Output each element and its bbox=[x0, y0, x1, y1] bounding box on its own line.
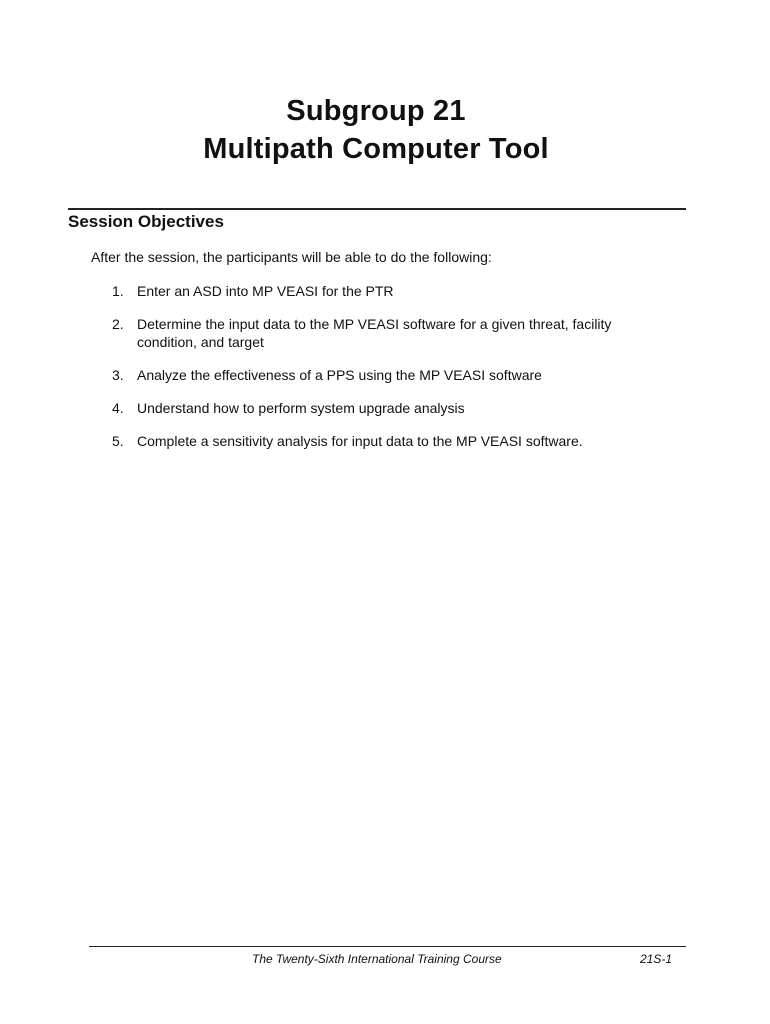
footer-page-number: 21S-1 bbox=[640, 952, 673, 966]
section-heading: Session Objectives bbox=[68, 212, 224, 231]
objective-item bbox=[112, 282, 672, 300]
objective-number: 5. bbox=[112, 433, 124, 449]
section-intro: After the session, the participants will be able to do the following: bbox=[91, 249, 492, 265]
section-divider bbox=[68, 208, 686, 210]
objective-number: 4. bbox=[112, 400, 124, 416]
objective-item bbox=[112, 315, 672, 351]
objective-text: Enter an ASD into MP VEASI for the PTR bbox=[137, 283, 394, 299]
objective-item bbox=[112, 366, 672, 384]
document-title-line-2: Multipath Computer Tool bbox=[203, 133, 549, 165]
footer-course-title: The Twenty-Sixth International Training Course bbox=[252, 952, 502, 966]
objectives-list bbox=[112, 282, 672, 465]
footer-divider bbox=[89, 946, 686, 947]
objective-text: Complete a sensitivity analysis for input data to the MP VEASI software. bbox=[137, 433, 583, 449]
objective-item bbox=[112, 399, 672, 417]
objective-text: Understand how to perform system upgrade analysis bbox=[137, 400, 465, 416]
objective-text: Determine the input data to the MP VEASI software for a given threat, facility condition, and target bbox=[137, 316, 612, 350]
objective-number: 2. bbox=[112, 316, 124, 332]
objective-item bbox=[112, 432, 672, 450]
objective-text: Analyze the effectiveness of a PPS using the MP VEASI software bbox=[137, 367, 542, 383]
objective-number: 3. bbox=[112, 367, 124, 383]
objective-number: 1. bbox=[112, 283, 124, 299]
document-title-line-1: Subgroup 21 bbox=[286, 95, 466, 127]
